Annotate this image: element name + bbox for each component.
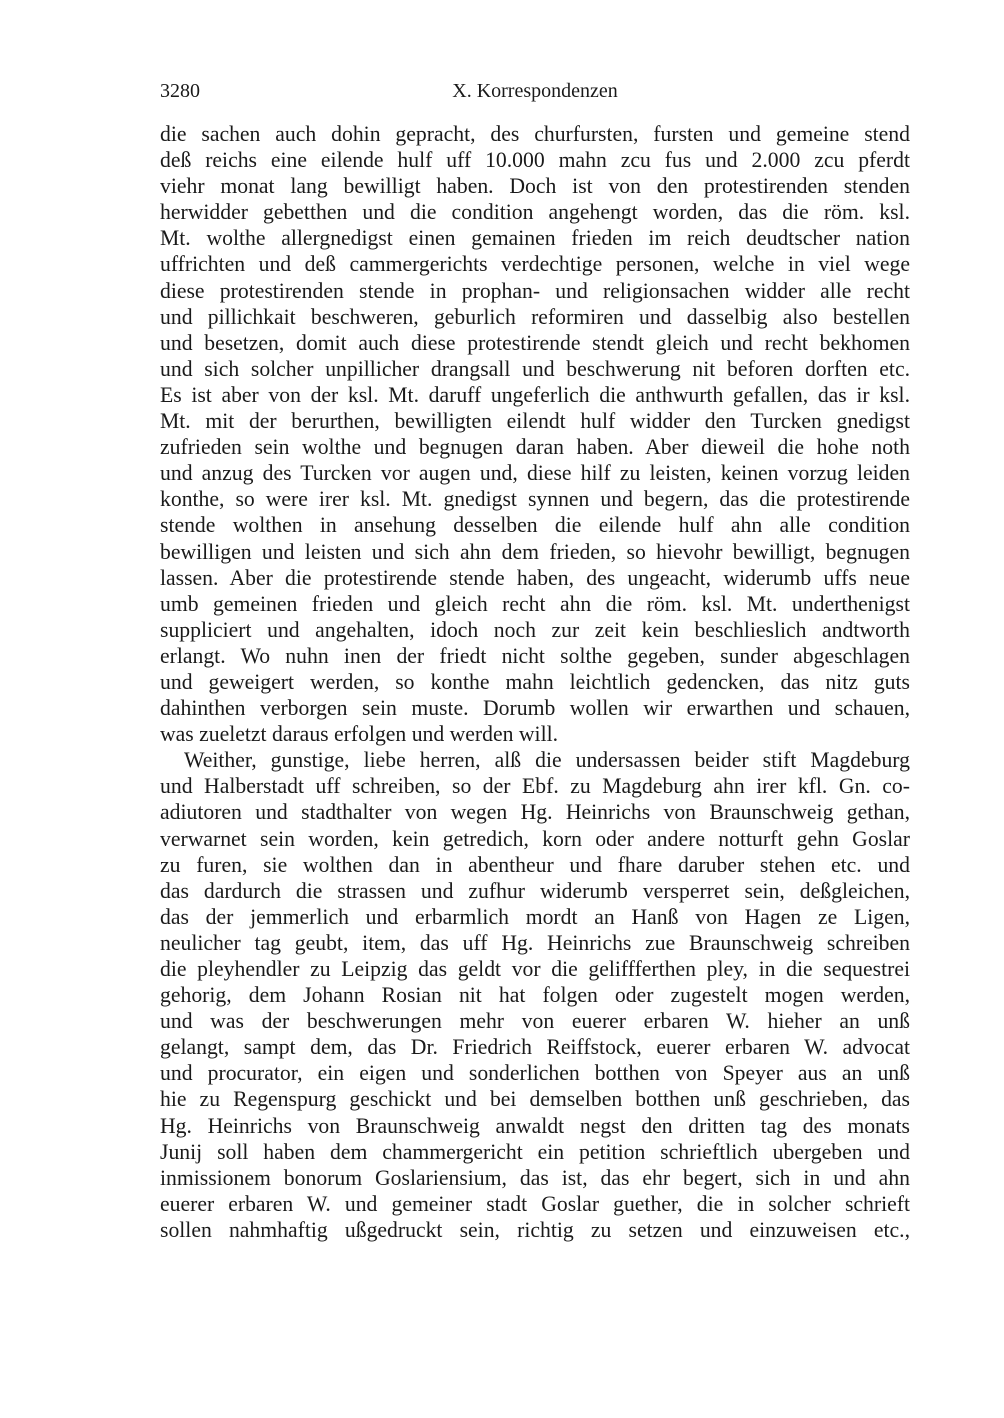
text-line: hie zu Regenspurg geschickt und bei demselben botthen unß geschrieben, das: [160, 1087, 910, 1112]
text-line: dahinthen verborgen sein muste. Dorumb wollen wir erwarthen und schauen,: [160, 696, 910, 721]
text-line: und procurator, ein eigen und sonderlichen botthen von Speyer aus an unß: [160, 1061, 910, 1086]
document-page: [160, 80, 910, 1243]
paragraph: [160, 121, 910, 747]
text-line: das dardurch die strassen und zufhur widerumb versperret sein, deßgleichen,: [160, 878, 910, 903]
text-line: Mt. wolthe allergnedigst einen gemainen frieden im reich deudtscher nation: [160, 226, 910, 251]
text-line: gelangt, sampt dem, das Dr. Friedrich Reiffstock, euerer erbaren W. advocat: [160, 1035, 910, 1060]
text-line: zu furen, sie wolthen dan in abentheur und fhare daruber stehen etc. und: [160, 852, 910, 877]
text-line: neulicher tag geubt, item, das uff Hg. Heinrichs zue Braunschweig schreiben: [160, 930, 910, 955]
paragraph: [160, 747, 910, 1243]
text-line: uffrichten und deß cammergerichts verdechtige personen, welche in viel wege: [160, 252, 910, 277]
text-line: die sachen auch dohin gepracht, des churfursten, fursten und gemeine stend: [160, 122, 910, 146]
text-line: sollen nahmhaftig ußgedruckt sein, richtig zu setzen und einzuweisen etc.,: [160, 1217, 910, 1242]
text-line: und pillichkait beschweren, geburlich reformiren und dasselbig also bestellen: [160, 304, 910, 329]
text-line: und anzug des Turcken vor augen und, diese hilf zu leisten, keinen vorzug leiden: [160, 461, 910, 486]
text-line: lassen. Aber die protestirende stende haben, des ungeacht, widerumb uffs neue: [160, 565, 910, 590]
text-line: und besetzen, domit auch diese protestirende stendt gleich und recht bekhomen: [160, 330, 910, 355]
text-line: Mt. mit der berurthen, bewilligten eilendt hulf widder den Turcken gnedigst: [160, 409, 910, 434]
text-line: und Halberstadt uff schreiben, so der Ebf. zu Magdeburg ahn irer kfl. Gn. co-: [160, 774, 910, 799]
text-line: zufrieden sein wolthe und begnugen daran haben. Aber dieweil die hohe noth: [160, 435, 910, 460]
body-text: [160, 121, 910, 1243]
text-line: suppliciert und angehalten, idoch noch zur zeit kein beschlieslich andtworth: [160, 617, 910, 642]
text-line: Weither, gunstige, liebe herren, alß die undersassen beider stift Magdeburg: [184, 748, 910, 773]
text-line: stende wolthen in ansehung desselben die eilende hulf ahn alle condition: [160, 513, 910, 538]
text-line: Hg. Heinrichs von Braunschweig anwaldt negst den dritten tag des monats: [160, 1113, 910, 1138]
running-head: [160, 80, 910, 108]
text-line: gehorig, dem Johann Rosian nit hat folgen oder zugestelt mogen werden,: [160, 983, 910, 1008]
text-line: das der jemmerlich und erbarmlich mordt an Hanß von Hagen ze Ligen,: [160, 904, 910, 929]
text-line: erlangt. Wo nuhn inen der friedt nicht solthe gegeben, sunder abgeschlagen: [160, 643, 910, 668]
text-line: und geweigert werden, so konthe mahn leichtlich gedencken, das nitz guts: [160, 669, 910, 694]
text-line: euerer erbaren W. und gemeiner stadt Goslar guether, die in solcher schrieft: [160, 1191, 910, 1216]
text-line: viehr monat lang bewilligt haben. Doch ist von den protestirenden stenden: [160, 174, 910, 199]
text-line: und was der beschwerungen mehr von euerer erbaren W. hieher an unß: [160, 1009, 910, 1034]
text-line: herwidder gebetthen und die condition angehengt worden, das die röm. ksl.: [160, 200, 910, 225]
text-line: inmissionem bonorum Goslariensium, das ist, das ehr begert, sich in und ahn: [160, 1165, 910, 1190]
text-line: und sich solcher unpillicher drangsall und beschwerung nit beforen dorften etc.: [160, 356, 910, 381]
section-title: X. Korrespondenzen: [452, 80, 618, 102]
text-line: umb gemeinen frieden und gleich recht ahn die röm. ksl. Mt. underthenigst: [160, 591, 910, 616]
text-line: verwarnet sein worden, kein getredich, korn oder andere notturft gehn Goslar: [160, 826, 910, 851]
text-line: adiutoren und stadthalter von wegen Hg. Heinrichs von Braunschweig gethan,: [160, 800, 910, 825]
text-line: die pleyhendler zu Leipzig das geldt vor die geliffferthen pley, in die sequestrei: [160, 957, 910, 981]
text-line: konthe, so were irer ksl. Mt. gnedigst synnen und begern, das die protestirende: [160, 487, 910, 512]
text-line: deß reichs eine eilende hulf uff 10.000 mahn zcu fus und 2.000 zcu pferdt: [160, 148, 910, 173]
text-line: diese protestirenden stende in prophan- und religionsachen widder alle recht: [160, 278, 910, 303]
text-line: Junij soll haben dem chammergericht ein petition schrieftlich ubergeben und: [160, 1139, 910, 1164]
text-line: Es ist aber von der ksl. Mt. daruff ungeferlich die anthwurth gefallen, das ir ksl.: [160, 382, 910, 407]
page-number: 3280: [160, 80, 200, 102]
text-line: was zueletzt daraus erfolgen und werden will.: [160, 722, 559, 747]
text-line: bewilligen und leisten und sich ahn dem frieden, so hievohr bewilligt, begnugen: [160, 539, 910, 564]
